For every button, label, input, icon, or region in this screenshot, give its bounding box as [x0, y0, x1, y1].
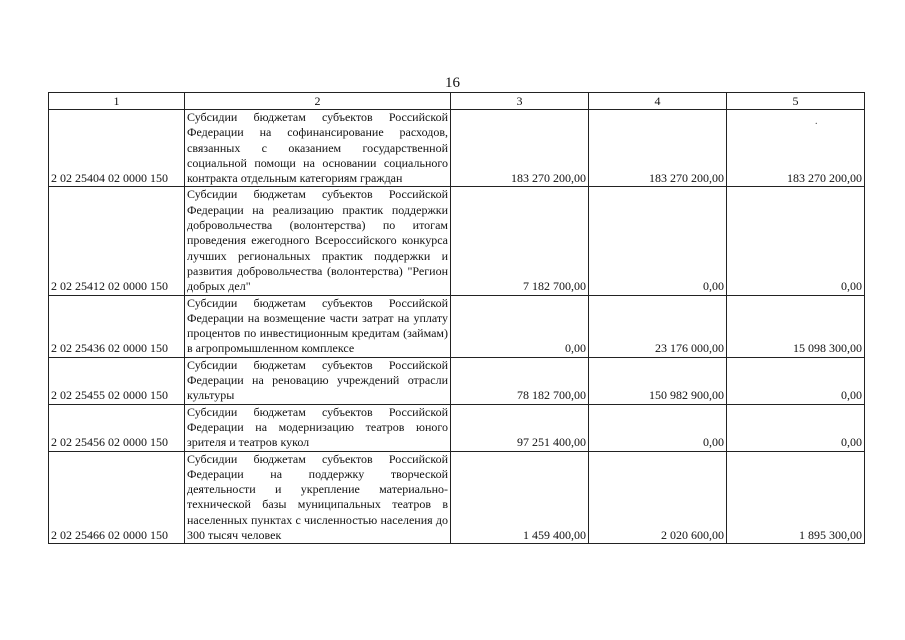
table-row [49, 451, 865, 544]
amount-col3: 1 459 400,00 [451, 451, 589, 544]
stray-mark: . [815, 116, 818, 127]
table-row [49, 404, 865, 451]
subsidy-description: Субсидии бюджетам субъектов Российской Федерации на возмещение части затрат на уплату процентов по инвестиционным кредитам (займам) в агропромышленном комплексе [185, 295, 451, 357]
column-header-2: 2 [185, 93, 451, 110]
column-header-1: 1 [49, 93, 185, 110]
budget-code: 2 02 25466 02 0000 150 [49, 451, 185, 544]
amount-col4: 183 270 200,00 [589, 110, 727, 187]
budget-code: 2 02 25455 02 0000 150 [49, 357, 185, 404]
amount-col4: 2 020 600,00 [589, 451, 727, 544]
page-number: 16 [445, 75, 460, 91]
column-header-3: 3 [451, 93, 589, 110]
budget-code: 2 02 25456 02 0000 150 [49, 404, 185, 451]
amount-col5: 1 895 300,00 [727, 451, 865, 544]
subsidy-description: Субсидии бюджетам субъектов Российской Федерации на софинансирование расходов, связанных с оказанием государственной социальной помощи на основании социального контракта отдельным категориям граждан [185, 110, 451, 187]
amount-col3: 183 270 200,00 [451, 110, 589, 187]
amount-col5: 15 098 300,00 [727, 295, 865, 357]
amount-col4: 0,00 [589, 187, 727, 295]
table-row [49, 110, 865, 187]
budget-code: 2 02 25436 02 0000 150 [49, 295, 185, 357]
table-row [49, 295, 865, 357]
amount-col4: 150 982 900,00 [589, 357, 727, 404]
subsidy-description: Субсидии бюджетам субъектов Российской Федерации на реализацию практик поддержки добровольчества (волонтерства) по итогам проведения ежегодного Всероссийского конкурса лучших региональных практик поддержки и развития добровольчества (волонтерства) "Регион добрых дел" [185, 187, 451, 295]
amount-col5: 183 270 200,00 [727, 110, 865, 187]
amount-col3: 78 182 700,00 [451, 357, 589, 404]
column-header-5: 5 [727, 93, 865, 110]
budget-code: 2 02 25412 02 0000 150 [49, 187, 185, 295]
table-row [49, 357, 865, 404]
amount-col3: 0,00 [451, 295, 589, 357]
subsidy-description: Субсидии бюджетам субъектов Российской Федерации на модернизацию театров юного зрителя и театров кукол [185, 404, 451, 451]
amount-col5: 0,00 [727, 187, 865, 295]
amount-col3: 97 251 400,00 [451, 404, 589, 451]
subsidy-description: Субсидии бюджетам субъектов Российской Федерации на реновацию учреждений отрасли культуры [185, 357, 451, 404]
amount-col5: 0,00 [727, 404, 865, 451]
amount-col3: 7 182 700,00 [451, 187, 589, 295]
budget-code: 2 02 25404 02 0000 150 [49, 110, 185, 187]
amount-col5: 0,00 [727, 357, 865, 404]
table-row [49, 187, 865, 295]
budget-revenue-table [48, 92, 865, 544]
subsidy-description: Субсидии бюджетам субъектов Российской Федерации на поддержку творческой деятельности и укрепление материально-технической базы муниципальных театров в населенных пунктах с численностью населения до 300 тысяч человек [185, 451, 451, 544]
table-header-row [49, 93, 865, 110]
amount-col4: 0,00 [589, 404, 727, 451]
column-header-4: 4 [589, 93, 727, 110]
amount-col4: 23 176 000,00 [589, 295, 727, 357]
